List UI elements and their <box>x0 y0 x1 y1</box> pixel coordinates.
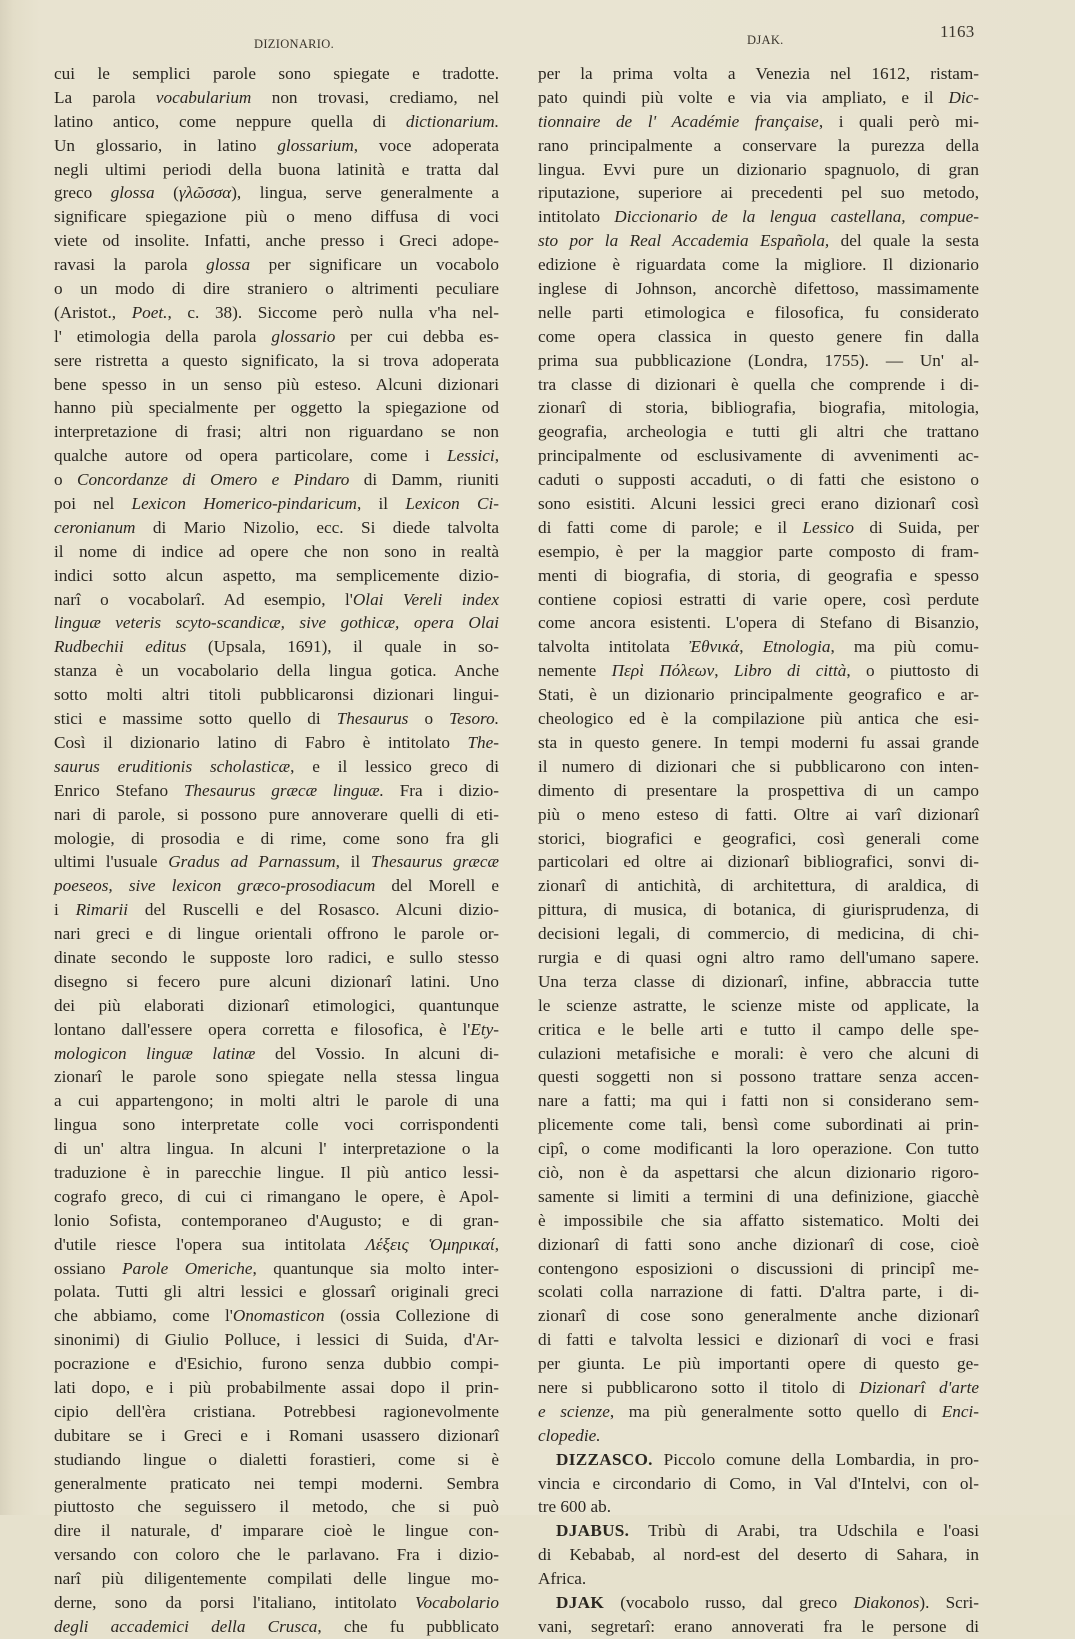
text-line: sotto molti altri titoli pubblicaronsi dizionari lingui- <box>54 685 499 705</box>
text-line: degli accademici della Crusca, che fu pubblicato <box>54 1616 499 1636</box>
entry-first-line: DJABUS. Tribù di Arabi, tra Udschila e l'oasi <box>556 1521 979 1541</box>
text-line: traduzione è in parecchie lingue. Il più antico lessi- <box>54 1162 499 1182</box>
text-line: pocrazione e d'Esichio, furono senza dubbio compi- <box>54 1354 499 1374</box>
entry-line: Africa. <box>538 1569 587 1589</box>
entry-headword: DJAK <box>556 1593 604 1612</box>
text-line: d'utile riesce l'opera sua intitolata Λέξεις Ὁμηρικαί, <box>54 1234 499 1254</box>
text-line: piuttosto che seguissero il metodo, che si può <box>54 1497 499 1517</box>
text-line: mologicon linguæ latinæ del Vossio. In alcuni di- <box>54 1043 499 1063</box>
page-number: 1163 <box>940 22 975 41</box>
text-line: il nome di indice ad opere che non sono in realtà <box>54 541 499 561</box>
entry-first-line: DJAK (vocabolo russo, dal greco Diakonos). Scri- <box>556 1593 979 1612</box>
text-line: pittura, di musica, di botanica, di giurisprudenza, di <box>538 900 979 920</box>
text-line: nere si pubblicarono sotto il titolo di Dizionarî d'arte <box>538 1377 979 1397</box>
text-line: Stati, è un dizionario principalmente geografico e ar- <box>538 685 979 705</box>
text-line: cipî, o come modificanti la loro operazione. Con tutto <box>538 1139 979 1159</box>
entry-headword: DIZZASCO. <box>556 1449 653 1469</box>
text-line: dubitare se i Greci e i Romani usassero dizionarî <box>54 1425 499 1445</box>
text-line: linguæ veteris scyto-scandicæ, sive gothicæ, opera Olai <box>54 613 499 633</box>
text-line: riputazione, superiore ai precedenti pel suo metodo, <box>538 183 979 203</box>
running-header-left: DIZIONARIO. <box>254 37 335 51</box>
text-line: o Concordanze di Omero e Pindaro di Damm, riuniti <box>54 470 499 490</box>
text-line: che abbiamo, come l'Onomasticon (ossia Collezione di <box>54 1306 499 1326</box>
text-line: Così il dizionario latino di Fabro è intitolato The- <box>54 732 499 752</box>
text-line: ciò, non è da aspettarsi che alcun dizionario rigoro- <box>538 1162 979 1182</box>
text-line: narî o vocabolarî. Ad esempio, l'Olai Vereli index <box>54 589 499 609</box>
entry-line: vincia e circondario di Como, in Val d'Intelvi, con ol- <box>538 1473 979 1493</box>
text-line: narî più diligentemente compilati delle lingue mo- <box>54 1569 499 1589</box>
text-line: cografo greco, di cui ci rimangano le opere, è Apol- <box>54 1186 499 1206</box>
text-line: zionarî di cose sono generalmente anche dizionarî <box>538 1306 979 1326</box>
text-line: di fatti come di parole; e il Lessico di Suida, per <box>538 517 979 537</box>
text-line: l' etimologia della parola glossario per cui debba es- <box>54 326 499 346</box>
text-line: o un modo di dire straniero o altrimenti peculiare <box>54 279 499 299</box>
text-line: zionarî le parole sono spiegate nella stessa lingua <box>54 1067 499 1087</box>
text-line: di un' altra lingua. In alcuni l' interpretazione o la <box>54 1139 499 1159</box>
text-line: contengono esposizioni o discussioni di principî me- <box>538 1258 979 1278</box>
text-line: cipio dell'èra cristiana. Potrebbesi ragionevolmente <box>54 1401 499 1421</box>
text-line: principalmente od esclusivamente di avvenimenti ac- <box>538 446 979 466</box>
text-line: rurgia e di quasi ogni altro ramo dell'umano sapere. <box>538 947 979 967</box>
text-line: nare a fatti; ma qui i fatti non si considerano sem- <box>538 1091 979 1111</box>
text-line: dimento di presentare la prospettiva di un campo <box>538 780 979 800</box>
text-line: interpretazione di frasi; altri non riguardano se non <box>54 422 499 442</box>
text-line: poi nel Lexicon Homerico-pindaricum, il Lexicon Ci- <box>54 494 499 514</box>
running-header-center: DJAK. <box>747 33 784 47</box>
text-line: stanza è un vocabolario della lingua gotica. Anche <box>54 661 499 681</box>
text-line: nari di parole, si possono pure annoverare quelli di eti- <box>54 804 499 824</box>
text-line: prima sua pubblicazione (Londra, 1755). — Un' al- <box>538 350 979 370</box>
text-line: più o meno esteso di fatti. Oltre ai varî dizionarî <box>538 804 979 824</box>
text-line: rano principalmente a conservare la purezza della <box>538 135 979 155</box>
text-line: ravasi la parola glossa per significare un vocabolo <box>54 255 500 275</box>
text-line: Rudbechii editus (Upsala, 1691), il quale in so- <box>54 637 499 657</box>
text-line: lingua. Evvi pure un dizionario spagnuolo, di gran <box>538 159 979 179</box>
text-line: bene spesso in un senso più esteso. Alcuni dizionari <box>54 374 499 394</box>
text-line: viete od insolite. Infatti, anche presso i Greci adope- <box>54 231 499 251</box>
text-line: lingua sono interpretate colle voci corrispondenti <box>54 1115 499 1135</box>
text-line: edizione è riguardata come la migliore. Il dizionario <box>538 255 979 275</box>
text-line: tionnaire de l' Académie française, i quali però mi- <box>538 111 979 131</box>
text-line: generalmente praticato nei tempi moderni. Sembra <box>54 1473 499 1493</box>
entry-line: tre 600 ab. <box>538 1497 612 1517</box>
text-line: decisioni legali, di commercio, di medicina, di chi- <box>538 924 979 944</box>
text-line: indici sotto alcun aspetto, ma semplicemente dizio- <box>54 565 499 585</box>
text-line: sta in questo genere. In tempi moderni fu assai grande <box>538 732 979 752</box>
text-line: le scienze astratte, le scienze miste od applicate, la <box>538 995 979 1015</box>
text-line: particolari ed oltre ai dizionarî bibliografici, sonvi di- <box>538 852 979 872</box>
text-line: per giunta. Le più importanti opere di questo ge- <box>538 1354 979 1374</box>
text-line: ossiano Parole Omeriche, quantunque sia molto inter- <box>54 1258 499 1278</box>
text-line: sere ristretta a questo significato, la si trova adoperata <box>54 350 499 370</box>
text-line: poeseos, sive lexicon græco-prosodiacum del Morell e <box>54 876 499 896</box>
text-line: scolati colla narrazione di fatti. D'altra parte, i di- <box>538 1282 979 1302</box>
text-line: come opera classica in questo genere fin dalla <box>538 326 979 346</box>
text-line: nari greci e di lingue orientali offrono le parole or- <box>54 924 499 944</box>
entry-first-line: DIZZASCO. Piccolo comune della Lombardia, in pro- <box>556 1449 979 1469</box>
text-line: pato quindi più volte e via via ampliato, e il Dic- <box>538 87 979 107</box>
text-line: sinonimi) di Giulio Polluce, i lessici di Suida, d'Ar- <box>54 1330 499 1350</box>
text-line: Un glossario, in latino glossarium, voce adoperata <box>54 135 499 155</box>
text-line: saurus eruditionis scholasticæ, e il lessico greco di <box>54 756 499 776</box>
text-line: samente si limiti a termini di una definizione, giacchè <box>538 1186 979 1206</box>
text-line: culazioni metafisiche e morali: è vero che alcuni di <box>538 1043 979 1063</box>
text-line: nemente Περὶ Πόλεων, Libro di città, o piuttosto di <box>538 661 979 681</box>
left-column <box>54 62 499 1639</box>
text-line: hanno più specialmente per oggetto la spiegazione od <box>54 398 499 418</box>
text-line: per la prima volta a Venezia nel 1612, ristam- <box>538 64 979 83</box>
text-line: dei più elaborati dizionarî etimologici, quantunque <box>54 995 499 1015</box>
text-line: contiene copiosi estratti di varie opere, così perdute <box>538 589 979 609</box>
text-line: a cui appartengono; in molti altri le parole di una <box>54 1091 499 1111</box>
text-line: lonio Sofista, contemporaneo d'Augusto; e di gran- <box>54 1210 499 1230</box>
text-line: Una terza classe di dizionarî, infine, abbraccia tutte <box>538 971 979 991</box>
text-line: studiando lingue o dialetti forastieri, come si è <box>54 1449 499 1469</box>
text-line: plicemente come tali, bensì come subordinati ai prin- <box>538 1115 979 1135</box>
text-line: e scienze, ma più generalmente sotto quello di Enci- <box>538 1401 979 1421</box>
text-line: clopedie. <box>538 1425 601 1445</box>
text-line: (Aristot., Poet., c. 38). Siccome però nulla v'ha nel- <box>54 302 499 322</box>
text-line: Enrico Stefano Thesaurus græcæ linguæ. Fra i dizio- <box>54 780 499 800</box>
text-line: versando con coloro che le parlavano. Fra i dizio- <box>54 1545 499 1565</box>
entry-line: vani, segretarî: erano annoverati fra le persone di <box>538 1616 979 1636</box>
text-line: zionarî di storia, bibliografia, biografia, mitologia, <box>538 398 979 418</box>
text-line: caduti o supposti accaduti, o di fatti che esistono o <box>538 470 979 490</box>
text-line: critica e le belle arti e tutto il campo delle spe- <box>538 1019 979 1039</box>
text-line: ultimi l'usuale Gradus ad Parnassum, il Thesaurus græcæ <box>54 852 499 872</box>
text-line: negli ultimi periodi della buona latinità e tratta dal <box>54 159 499 179</box>
text-line: esempio, è per la maggior parte composto di fram- <box>538 541 979 561</box>
text-line: il numero di dizionari che si pubblicarono con inten- <box>538 756 979 776</box>
right-column <box>538 62 979 1639</box>
text-line: cui le semplici parole sono spiegate e tradotte. <box>54 64 499 83</box>
text-line: inglese di Johnson, ancorchè difettoso, massimamente <box>538 279 979 299</box>
text-line: di fatti e talvolta lessici e dizionarî di voci e frasi <box>538 1330 979 1350</box>
text-line: sto por la Real Accademia Española, del quale la sesta <box>538 231 979 251</box>
entry-line: di Kebabab, al nord-est del deserto di Sahara, in <box>538 1545 979 1565</box>
text-line: come ancora esistenti. L'opera di Stefano di Bisanzio, <box>538 613 979 633</box>
text-line: disegno si fecero pure alcuni dizionarî latini. Uno <box>54 971 499 991</box>
text-line: qualche autore od opera particolare, come i Lessici, <box>54 446 499 466</box>
text-line: sono esistiti. Alcuni lessici greci erano dizionarî così <box>538 494 979 514</box>
text-line: ceronianum di Mario Nizolio, ecc. Si diede talvolta <box>54 517 499 537</box>
text-line: mologie, di prosodia e di rime, come sono fra gli <box>54 828 499 848</box>
text-line: geografia, archeologia e tutti gli altri che trattano <box>538 422 979 442</box>
text-line: greco glossa (γλῶσσα), lingua, serve generalmente a <box>54 183 499 203</box>
text-line: storici, biografici e geografici, così generali come <box>538 828 979 848</box>
text-line: intitolato Diccionario de la lengua castellana, compue- <box>538 207 979 227</box>
text-line: significare spiegazione più o meno diffusa di voci <box>54 207 499 227</box>
text-line: stici e massime sotto quello di Thesaurus o Tesoro. <box>54 709 499 729</box>
text-line: latino antico, come neppure quella di dictionarium. <box>54 111 499 131</box>
text-line: è impossibile che sia affatto sistematico. Molti dei <box>538 1210 979 1230</box>
entry-headword: DJABUS. <box>556 1521 630 1541</box>
text-line: i Rimarii del Ruscelli e del Rosasco. Alcuni dizio- <box>54 900 499 920</box>
text-line: lontano dall'essere opera corretta e filosofica, è l'Ety- <box>54 1019 499 1039</box>
text-line: dinate secondo le supposte loro radici, e sullo stesso <box>54 947 499 967</box>
text-line: polata. Tutti gli altri lessici e glossarî originali greci <box>54 1282 499 1302</box>
text-line: questi soggetti non si possono trattare senza accen- <box>538 1067 979 1087</box>
text-line: dire il naturale, d' imparare cioè le lingue con- <box>54 1521 499 1541</box>
text-line: talvolta intitolata Ἐθνικά, Etnologia, ma più comu- <box>538 637 979 657</box>
text-line: tra classe di dizionari è quella che comprende i di- <box>538 374 979 394</box>
text-line: zionarî di antichità, di architettura, di araldica, di <box>538 876 979 896</box>
text-line: cheologico ed è la compilazione più antica che esi- <box>538 709 979 729</box>
text-line: La parola vocabularium non trovasi, crediamo, nel <box>54 87 499 107</box>
text-line: dizionarî di fatti sono anche dizionarî di cose, cioè <box>538 1234 979 1254</box>
text-line: nelle parti etimologica e filosofica, fu considerato <box>538 302 979 322</box>
text-line: lati dopo, e i più probabilmente assai dopo il prin- <box>54 1377 499 1397</box>
text-line: derne, sono da porsi l'italiano, intitolato Vocabolario <box>54 1593 499 1612</box>
text-line: menti di biografia, di storia, di geografia e spesso <box>538 565 979 585</box>
